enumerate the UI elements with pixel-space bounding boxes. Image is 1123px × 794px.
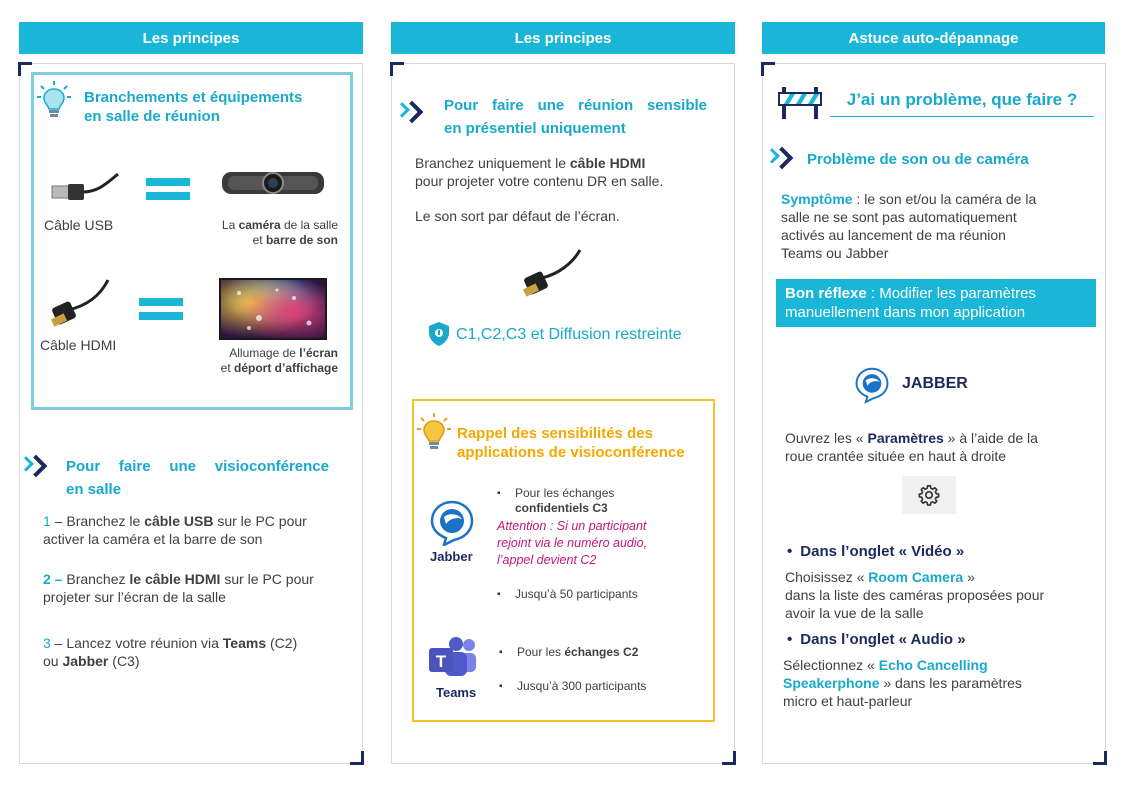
audio-tab-heading: • Dans l’onglet « Audio » xyxy=(787,631,966,648)
classification-label: C1,C2,C3 et Diffusion restreinte xyxy=(456,326,682,343)
usb-cable-icon xyxy=(48,170,120,210)
teams-capacity: ▪ Jusqu’à 300 participants xyxy=(517,679,646,694)
jabber-info: ▪ Pour les échanges confidentiels C3 xyxy=(515,486,705,516)
column-header-1: Les principes xyxy=(19,22,363,54)
reminder-title: Rappel des sensibilités des applications de visioconférence xyxy=(457,425,685,461)
hdmi-label: Câble HDMI xyxy=(40,337,117,353)
jabber-label: Jabber xyxy=(430,549,473,564)
corner-accent xyxy=(722,751,736,765)
video-instructions: Choisissez « Room Camera » dans la liste des caméras proposées pour avoir la vue de la salle xyxy=(785,569,1045,621)
audio-instructions: Sélectionnez « Echo Cancelling Speakerphone » dans les paramètres micro et haut-parleur xyxy=(783,657,1022,709)
teams-info: ▪ Pour les échanges C2 xyxy=(517,645,638,660)
jabber-heading: JABBER xyxy=(902,375,968,392)
hdmi-instruction: Branchez uniquement le câble HDMI pour projeter votre contenu DR en salle. xyxy=(415,155,664,189)
column-header-2: Les principes xyxy=(391,22,735,54)
lightbulb-icon xyxy=(416,412,452,452)
corner-accent xyxy=(350,751,364,765)
corner-accent xyxy=(390,62,404,76)
screen-label: Allumage de l’écran et déport d’affichage xyxy=(220,346,338,375)
corner-accent xyxy=(761,62,775,76)
equals-top xyxy=(139,298,183,306)
step-3: 3 – Lancez votre réunion via Teams (C2) ou Jabber (C3) xyxy=(43,635,298,669)
gear-icon xyxy=(918,484,940,506)
camera-bar-image xyxy=(220,164,326,204)
svg-text:T: T xyxy=(435,652,447,671)
visio-title: Pour faire une visioconférence en salle xyxy=(66,458,329,498)
teams-label: Teams xyxy=(436,685,477,700)
sensitive-meeting-title: Pour faire une réunion sensible en présentiel uniquement xyxy=(444,97,707,137)
camera-label: La caméra de la salle et barre de son xyxy=(221,218,338,247)
jabber-capacity: ▪ Jusqu’à 50 participants xyxy=(515,587,638,602)
column-header-3: Astuce auto-dépannage xyxy=(762,22,1105,54)
equals-top xyxy=(146,178,190,186)
equals-bottom xyxy=(139,312,183,320)
reflex-banner: Bon réflexe : Modifier les paramètres manuellement dans mon application xyxy=(776,279,1096,327)
jabber-logo-icon xyxy=(855,366,889,404)
sound-camera-title: Problème de son ou de caméra xyxy=(807,151,1029,168)
open-settings-text: Ouvrez les « Paramètres » à l’aide de la roue crantée située en haut à droite xyxy=(785,430,1038,464)
video-tab-heading: • Dans l’onglet « Vidéo » xyxy=(787,543,964,560)
problem-title: J’ai un problème, que faire ? xyxy=(830,90,1094,117)
corner-accent xyxy=(18,62,32,76)
hdmi-cable-icon xyxy=(46,278,110,330)
usb-label: Câble USB xyxy=(44,217,114,233)
settings-gear-button[interactable] xyxy=(902,476,956,514)
equals-bottom xyxy=(146,192,190,200)
teams-logo-icon xyxy=(427,636,479,680)
step-1: 1 – Branchez le câble USB sur le PC pour activer la caméra et la barre de son xyxy=(43,513,307,547)
step-2: 2 – Branchez le câble HDMI sur le PC pour projeter sur l’écran de la salle xyxy=(43,571,314,605)
screen-image xyxy=(219,278,327,340)
lightbulb-icon xyxy=(36,80,72,120)
shield-icon xyxy=(427,321,451,347)
roadblock-icon xyxy=(778,85,822,119)
jabber-attention: Attention : Si un participant rejoint via le numéro audio, l’appel devient C2 xyxy=(497,519,648,567)
corner-accent xyxy=(1093,751,1107,765)
jabber-logo-icon xyxy=(430,500,474,546)
sound-note: Le son sort par défaut de l’écran. xyxy=(415,208,620,224)
symptom-text: Symptôme : le son et/ou la caméra de la salle ne se sont pas automatiquement activés au lancement de ma réunion Teams ou Jabber xyxy=(781,191,1037,261)
hdmi-cable-icon xyxy=(518,248,582,300)
equipment-title: Branchements et équipements en salle de réunion xyxy=(84,89,303,125)
